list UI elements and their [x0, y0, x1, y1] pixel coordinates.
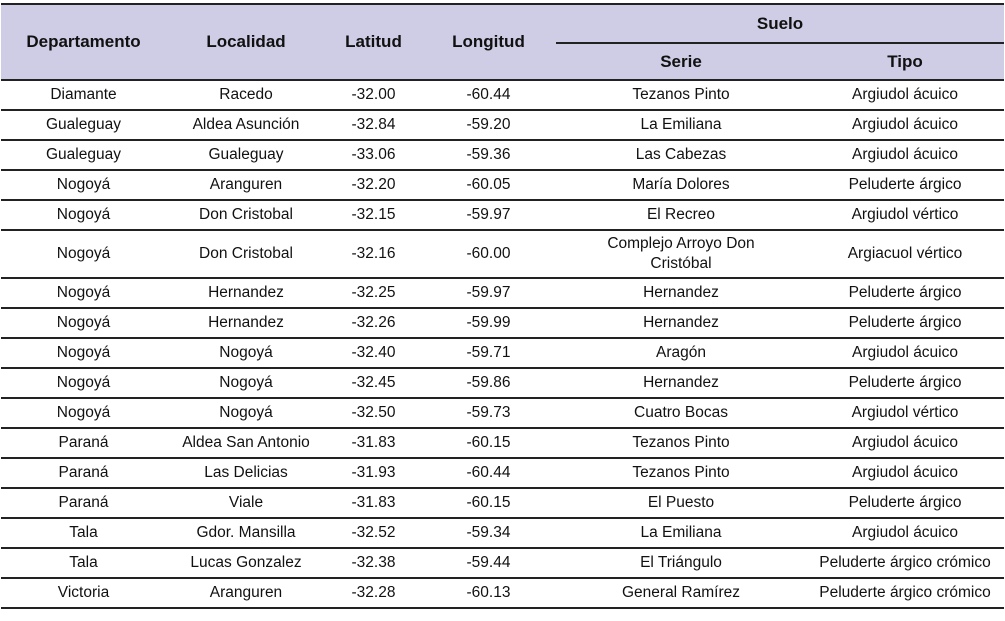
cell-serie: Hernandez [556, 308, 806, 338]
cell-departamento: Tala [1, 548, 166, 578]
table-row [1, 110, 1004, 140]
cell-tipo: Peluderte árgico [806, 308, 1004, 338]
cell-localidad: Hernandez [166, 308, 326, 338]
cell-serie: Hernandez [556, 368, 806, 398]
cell-latitud: -32.45 [326, 368, 421, 398]
cell-longitud: -60.44 [421, 80, 556, 110]
cell-tipo: Argiudol vértico [806, 398, 1004, 428]
table-row [1, 398, 1004, 428]
cell-longitud: -60.44 [421, 458, 556, 488]
cell-latitud: -32.15 [326, 200, 421, 230]
cell-localidad: Aranguren [166, 578, 326, 608]
header-tipo: Tipo [806, 43, 1004, 80]
cell-serie: Tezanos Pinto [556, 80, 806, 110]
cell-serie: Hernandez [556, 278, 806, 308]
table-row [1, 278, 1004, 308]
cell-localidad: Racedo [166, 80, 326, 110]
cell-serie: La Emiliana [556, 110, 806, 140]
cell-latitud: -32.84 [326, 110, 421, 140]
cell-serie: El Triángulo [556, 548, 806, 578]
cell-latitud: -32.26 [326, 308, 421, 338]
table-row [1, 458, 1004, 488]
cell-serie: Complejo Arroyo Don Cristóbal [556, 230, 806, 278]
cell-tipo: Argiudol vértico [806, 200, 1004, 230]
cell-tipo: Argiudol ácuico [806, 338, 1004, 368]
cell-departamento: Paraná [1, 488, 166, 518]
cell-departamento: Victoria [1, 578, 166, 608]
cell-localidad: Gualeguay [166, 140, 326, 170]
cell-localidad: Nogoyá [166, 398, 326, 428]
cell-latitud: -32.40 [326, 338, 421, 368]
cell-serie: María Dolores [556, 170, 806, 200]
cell-tipo: Peluderte árgico [806, 488, 1004, 518]
cell-serie: Tezanos Pinto [556, 428, 806, 458]
cell-longitud: -59.97 [421, 278, 556, 308]
cell-tipo: Peluderte árgico [806, 170, 1004, 200]
cell-longitud: -60.15 [421, 488, 556, 518]
cell-latitud: -32.16 [326, 230, 421, 278]
table-row [1, 338, 1004, 368]
cell-longitud: -59.99 [421, 308, 556, 338]
cell-departamento: Nogoyá [1, 200, 166, 230]
table-row [1, 518, 1004, 548]
cell-serie: General Ramírez [556, 578, 806, 608]
header-localidad: Localidad [166, 4, 326, 80]
cell-localidad: Don Cristobal [166, 200, 326, 230]
cell-departamento: Nogoyá [1, 170, 166, 200]
cell-localidad: Nogoyá [166, 338, 326, 368]
table-row [1, 488, 1004, 518]
cell-departamento: Gualeguay [1, 110, 166, 140]
cell-longitud: -59.86 [421, 368, 556, 398]
cell-longitud: -60.15 [421, 428, 556, 458]
cell-departamento: Nogoyá [1, 368, 166, 398]
cell-serie: El Puesto [556, 488, 806, 518]
cell-latitud: -32.38 [326, 548, 421, 578]
cell-tipo: Argiudol ácuico [806, 518, 1004, 548]
cell-localidad: Aldea Asunción [166, 110, 326, 140]
cell-longitud: -59.73 [421, 398, 556, 428]
table-row [1, 170, 1004, 200]
cell-tipo: Argiacuol vértico [806, 230, 1004, 278]
table-row [1, 428, 1004, 458]
cell-latitud: -32.52 [326, 518, 421, 548]
cell-latitud: -32.20 [326, 170, 421, 200]
cell-latitud: -33.06 [326, 140, 421, 170]
table-row [1, 308, 1004, 338]
cell-longitud: -59.97 [421, 200, 556, 230]
table-row [1, 578, 1004, 608]
cell-departamento: Diamante [1, 80, 166, 110]
cell-departamento: Nogoyá [1, 230, 166, 278]
cell-longitud: -59.36 [421, 140, 556, 170]
cell-localidad: Las Delicias [166, 458, 326, 488]
cell-tipo: Peluderte árgico [806, 368, 1004, 398]
header-latitud: Latitud [326, 4, 421, 80]
cell-serie: El Recreo [556, 200, 806, 230]
cell-localidad: Viale [166, 488, 326, 518]
cell-tipo: Argiudol ácuico [806, 80, 1004, 110]
cell-longitud: -59.34 [421, 518, 556, 548]
cell-longitud: -59.44 [421, 548, 556, 578]
header-suelo: Suelo [556, 4, 1004, 43]
cell-departamento: Nogoyá [1, 308, 166, 338]
cell-departamento: Paraná [1, 428, 166, 458]
cell-localidad: Nogoyá [166, 368, 326, 398]
cell-latitud: -32.25 [326, 278, 421, 308]
cell-serie: Las Cabezas [556, 140, 806, 170]
cell-departamento: Nogoyá [1, 278, 166, 308]
cell-longitud: -59.20 [421, 110, 556, 140]
header-serie: Serie [556, 43, 806, 80]
cell-serie: La Emiliana [556, 518, 806, 548]
cell-localidad: Gdor. Mansilla [166, 518, 326, 548]
cell-latitud: -32.00 [326, 80, 421, 110]
table-row [1, 368, 1004, 398]
cell-tipo: Peluderte árgico [806, 278, 1004, 308]
cell-localidad: Aranguren [166, 170, 326, 200]
table-row [1, 548, 1004, 578]
cell-serie: Aragón [556, 338, 806, 368]
table-row [1, 140, 1004, 170]
cell-localidad: Aldea San Antonio [166, 428, 326, 458]
cell-tipo: Peluderte árgico crómico [806, 578, 1004, 608]
header-departamento: Departamento [1, 4, 166, 80]
cell-tipo: Argiudol ácuico [806, 110, 1004, 140]
cell-longitud: -60.00 [421, 230, 556, 278]
cell-serie: Cuatro Bocas [556, 398, 806, 428]
header-longitud: Longitud [421, 4, 556, 80]
cell-localidad: Lucas Gonzalez [166, 548, 326, 578]
cell-tipo: Argiudol ácuico [806, 140, 1004, 170]
cell-tipo: Argiudol ácuico [806, 428, 1004, 458]
cell-departamento: Paraná [1, 458, 166, 488]
cell-departamento: Nogoyá [1, 338, 166, 368]
table-row [1, 230, 1004, 278]
table-header [1, 4, 1004, 80]
cell-latitud: -32.50 [326, 398, 421, 428]
table-row [1, 200, 1004, 230]
cell-longitud: -60.13 [421, 578, 556, 608]
cell-latitud: -32.28 [326, 578, 421, 608]
cell-latitud: -31.83 [326, 488, 421, 518]
cell-departamento: Nogoyá [1, 398, 166, 428]
cell-longitud: -60.05 [421, 170, 556, 200]
soil-data-table [1, 3, 1004, 609]
cell-localidad: Hernandez [166, 278, 326, 308]
cell-longitud: -59.71 [421, 338, 556, 368]
cell-tipo: Argiudol ácuico [806, 458, 1004, 488]
cell-localidad: Don Cristobal [166, 230, 326, 278]
cell-latitud: -31.83 [326, 428, 421, 458]
cell-latitud: -31.93 [326, 458, 421, 488]
cell-departamento: Gualeguay [1, 140, 166, 170]
cell-departamento: Tala [1, 518, 166, 548]
cell-tipo: Peluderte árgico crómico [806, 548, 1004, 578]
table-body [1, 80, 1004, 608]
table-row [1, 80, 1004, 110]
cell-serie: Tezanos Pinto [556, 458, 806, 488]
